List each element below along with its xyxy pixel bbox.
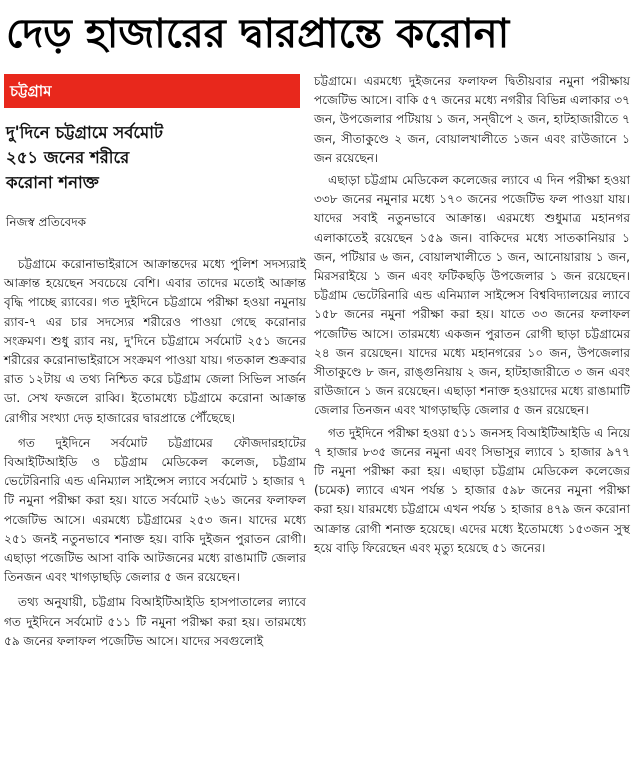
subheadline [4, 120, 306, 195]
subheadline-line: দু'দিনে চট্টগ্রামে সর্বমোট [6, 123, 163, 142]
headline: দেড় হাজারের দ্বারপ্রান্তে করোনা [6, 11, 510, 57]
article-paragraph: তথ্য অনুযায়ী, চট্টগ্রাম বিআইটিআইডি হাসপাতালের ল্যাবে গত দুইদিনে সর্বমোট ৫১১ টি নমুনা পরীক্ষা করা হয়। তারমধ্যে ৫৯ জনের ফলাফল পজেটিভ আসে। যাদের সবগুলোই [4, 595, 306, 648]
subheadline-line: ২৫১ জনের শরীরে [6, 148, 130, 167]
article-paragraph: এছাড়া চট্টগ্রাম মেডিকেল কলেজের ল্যাবে এ দিন পরীক্ষা হওয়া ৩৩৮ জনের নমুনার মধ্যে ১৭০ জনের পজেটিভ ফল পাওয়া যায়। যাদের সবাই নতুনভাবে আক্রান্ত। এরমধ্যে শুধুমাত্র মহানগর এলাকাতেই রয়েছেন ১৫৯ জন। বাকিদের মধ্যে সাতকানিয়ার ১ জন, পটিয়ার ৬ জন, বোয়ালখালীতে ১ জন, আনোয়ারায় ১ জন, মিরসরাইয়ে ১ জন এবং ফটিকছড়ি উপজেলার ১ জন রয়েছেন। চট্টগ্রাম ভেটেরিনারি এন্ড এনিম্যাল সাইন্সেস বিশ্ববিদ্যালয়ের ল্যাবে ১৫৮ জনের নমুনা পরীক্ষা করা হয়। যাতে ৩৩ জনের ফলাফল পজেটিভ আসে। তারমধ্যে একজন পুরাতন রোগী ছাড়া চট্টগ্রামের ২৪ জন রয়েছেন। যাদের মধ্যে মহানগরের ১০ জন, উপজেলার সীতাকুণ্ডে ৮ জন, রাঙ্গুনিয়ায় ২ জন, হাটহাজারীতে ৩ জন এবং রাউজানে ১ জন রয়েছেন। এছাড়া শনাক্ত হওয়াদের মধ্যে রাঙামাটি জেলার তিনজন এবং খাগড়াছড়ি জেলার ৫ জন রয়েছেন। [314, 173, 630, 418]
subheadline-line: করোনা শনাক্ত [6, 173, 99, 192]
right-column [314, 72, 630, 558]
article-paragraph: চট্টগ্রামে। এরমধ্যে দুইজনের ফলাফল দ্বিতীয়বার নমুনা পরীক্ষায় পজেটিভ আসে। বাকি ৫৭ জনের মধ্যে নগরীর বিভিন্ন এলাকার ৩৭ জন, উপজেলার পটিয়ায় ১ জন, সন্দ্বীপে ২ জন, হাটহাজারীতে ৭ জন, সীতাকুণ্ডে ২ জন, বোয়ালখালীতে ১জন এবং রাউজানে ১ জন রয়েছেন। [314, 74, 630, 165]
article-paragraph: চট্টগ্রামে করোনাভাইরাসে আক্রান্তদের মধ্যে পুলিশ সদস্যরাই আক্রান্ত হয়েছেন সবচেয়ে বেশি। এবার তাদের মতোই আক্রান্ত বৃদ্ধি পাচ্ছে র‍্যাবের। গত দুইদিনে চট্টগ্রামে পরীক্ষা হওয়া নমুনায় র‍্যাব-৭ এর চার সদস্যের শরীরেও পাওয়া গেছে করোনার সংক্রমণ। শুধু র‍্যাব নয়, দু'দিনে চট্টগ্রামে সর্বমোট ২৫১ জনের শরীরের করোনাভাইরাসে সংক্রমণ পাওয়া যায়। গতকাল শুক্রবার রাত ১২টায় এ তথ্য নিশ্চিত করে চট্টগ্রাম জেলা সিভিল সার্জন ডা. সেখ ফজলে রাব্বি। ইতোমধ্যে চট্টগ্রামে করোনা আক্রান্ত রোগীর সংখ্যা দেড় হাজারের দ্বারপ্রান্তে পৌঁছেছে। [4, 257, 306, 425]
section-label: চট্টগ্রাম [4, 74, 300, 108]
article-paragraph: গত দুইদিনে সর্বমোট চট্টগ্রামের ফৌজদারহাটের বিআইটিআইডি ও চট্টগ্রাম মেডিকেল কলেজ, চট্টগ্রাম ভেটেরিনারি এন্ড এনিম্যাল সাইন্সেস ল্যাবে সর্বমোট ১ হাজার ৭ টি নমুনা পরীক্ষা করা হয়। যাতে সর্বমোট ২৬১ জনের ফলাফল পজেটিভ আসে। এরমধ্যে চট্টগ্রামের ২৫৩ জন। যাদের মধ্যে ২৫১ জনই নতুনভাবে শনাক্ত হয়। বাকি দুইজন পুরাতন রোগী। এছাড়া পজেটিভ আসা বাকি আটজনের মধ্যে রাঙামাটি জেলার তিনজন এবং খাগড়াছড়ি জেলার ৫ জন রয়েছেন। [4, 435, 306, 585]
byline: নিজস্ব প্রতিবেদক [6, 215, 87, 229]
article-paragraph: গত দুইদিনে পরীক্ষা হওয়া ৫১১ জনসহ বিআইটিআইডি এ নিয়ে ৭ হাজার ৮৩৫ জনের নমুনা এবং সিভাসুর ল্যাবে ১ হাজার ৯৭৭ টি নমুনা পরীক্ষা করা হয়। এছাড়া চট্টগ্রাম মেডিকেল কলেজের (চমেক) ল্যাবে এখন পর্যন্ত ১ হাজার ৫৯৮ জনের নমুনা পরীক্ষা করা হয়। যারমধ্যে চট্টগ্রামে এখন পর্যন্ত ১ হাজার ৪৭৯ জন করোনা আক্রান্ত রোগী শনাক্ত হয়েছে। এদের মধ্যে ইতোমধ্যে ১৫৩জন সুস্থ হয়ে বাড়ি ফিরেছেন এবং মৃত্যু হয়েছে ৫১ জনের। [314, 425, 630, 555]
left-column [4, 74, 306, 651]
